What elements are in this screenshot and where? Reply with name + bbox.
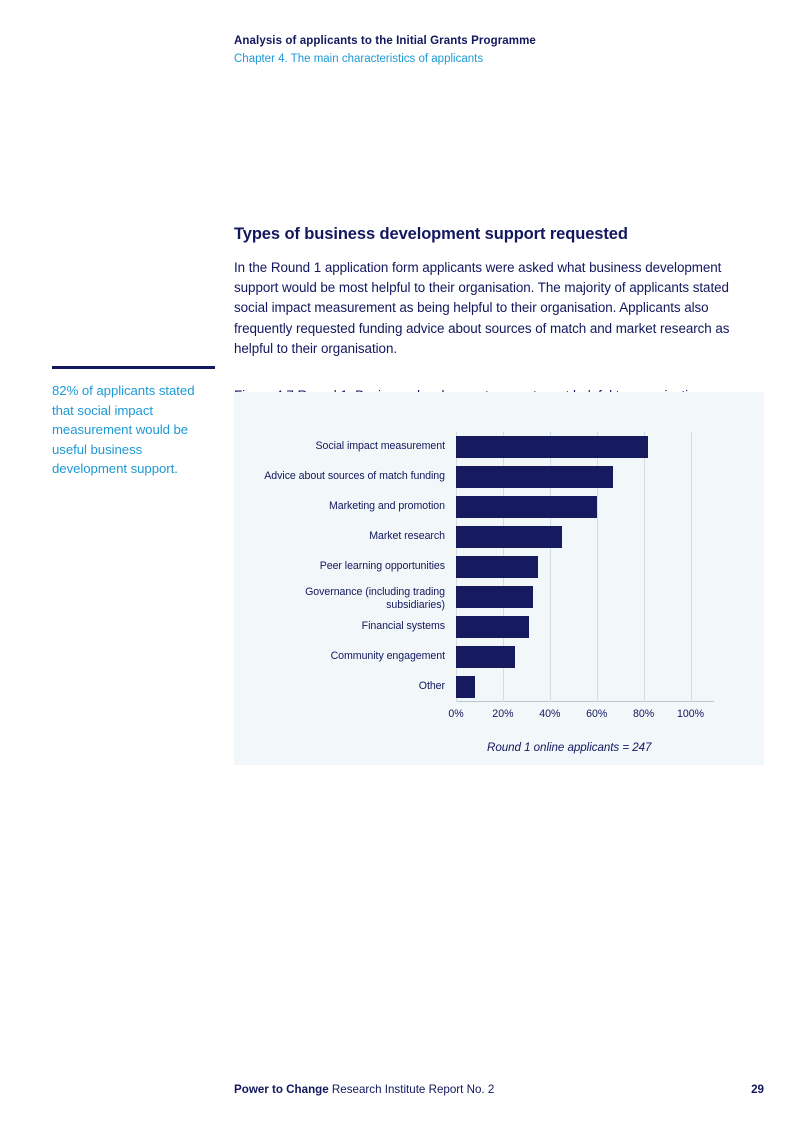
chart-x-tick-label: 20% (492, 708, 514, 720)
chart-bar-row (315, 436, 714, 458)
pull-quote-text: 82% of applicants stated that social impact measurement would be useful business development support. (52, 383, 195, 476)
chart-bar (456, 526, 562, 548)
chart-x-tick-label: 60% (586, 708, 608, 720)
page-footer (234, 1083, 764, 1096)
page-title: Types of business development support requested (234, 225, 628, 243)
chart-bar (456, 616, 529, 638)
chart-bar-label: Marketing and promotion (328, 500, 445, 512)
footer-brand: Power to Change (234, 1083, 329, 1096)
chart-plot-area (264, 432, 714, 702)
chart-bar-label: Social impact measurement (315, 440, 445, 452)
pull-quote-rule (52, 366, 215, 369)
chart-x-axis-ticks (448, 708, 714, 722)
chart-x-tick-label: 100% (676, 708, 705, 720)
main-content (234, 225, 764, 403)
chart-bar-label: Advice about sources of match funding (264, 470, 445, 482)
chart-bar (456, 466, 613, 488)
chart-bar-row (305, 586, 714, 611)
chart-bar (456, 556, 538, 578)
chart-x-tick-label: 40% (539, 708, 561, 720)
page-header (234, 33, 764, 67)
chart-bar-label: Other (418, 680, 445, 692)
chart-bar-label: Financial systems (361, 620, 445, 632)
chart-bar-label: Peer learning opportunities (319, 560, 445, 572)
chart-x-tick-label: 0% (448, 708, 464, 720)
chart-inner (234, 392, 764, 765)
footer-report: Research Institute Report No. 2 (328, 1083, 495, 1096)
chart-x-tick-label: 80% (633, 708, 655, 720)
chart-bar-row (369, 526, 714, 548)
header-title: Analysis of applicants to the Initial Grants Programme (234, 35, 536, 47)
chart-bar (456, 496, 597, 518)
chart-bar (456, 646, 515, 668)
chart-bar-row (418, 676, 714, 698)
body-paragraph: In the Round 1 application form applicants were asked what business development support would be most helpful to their organisation. The majority of applicants stated social impact measurement as being helpful to their organisation. Applicants also frequently requested funding advice about sources of match and market research as helpful to their organisation. (234, 260, 730, 356)
chart-bar (456, 586, 533, 608)
chart-bar (456, 436, 648, 458)
chart-bar-row (328, 496, 714, 518)
chart-bar-label: Governance (including trading subsidiaries) (305, 586, 445, 611)
figure-4-7-chart (234, 392, 764, 765)
chart-bar (456, 676, 475, 698)
footer-page-number: 29 (751, 1083, 764, 1096)
chart-bar-row (361, 616, 714, 638)
chart-axis-baseline (456, 701, 714, 702)
chart-bar-row (264, 466, 714, 488)
pull-quote (52, 366, 218, 479)
chart-note: Round 1 online applicants = 247 (487, 741, 652, 754)
chart-bar-label: Market research (369, 530, 445, 542)
chart-bar-row (319, 556, 714, 578)
header-chapter: Chapter 4. The main characteristics of applicants (234, 53, 484, 65)
chart-bar-row (330, 646, 714, 668)
chart-bar-label: Community engagement (330, 650, 445, 662)
